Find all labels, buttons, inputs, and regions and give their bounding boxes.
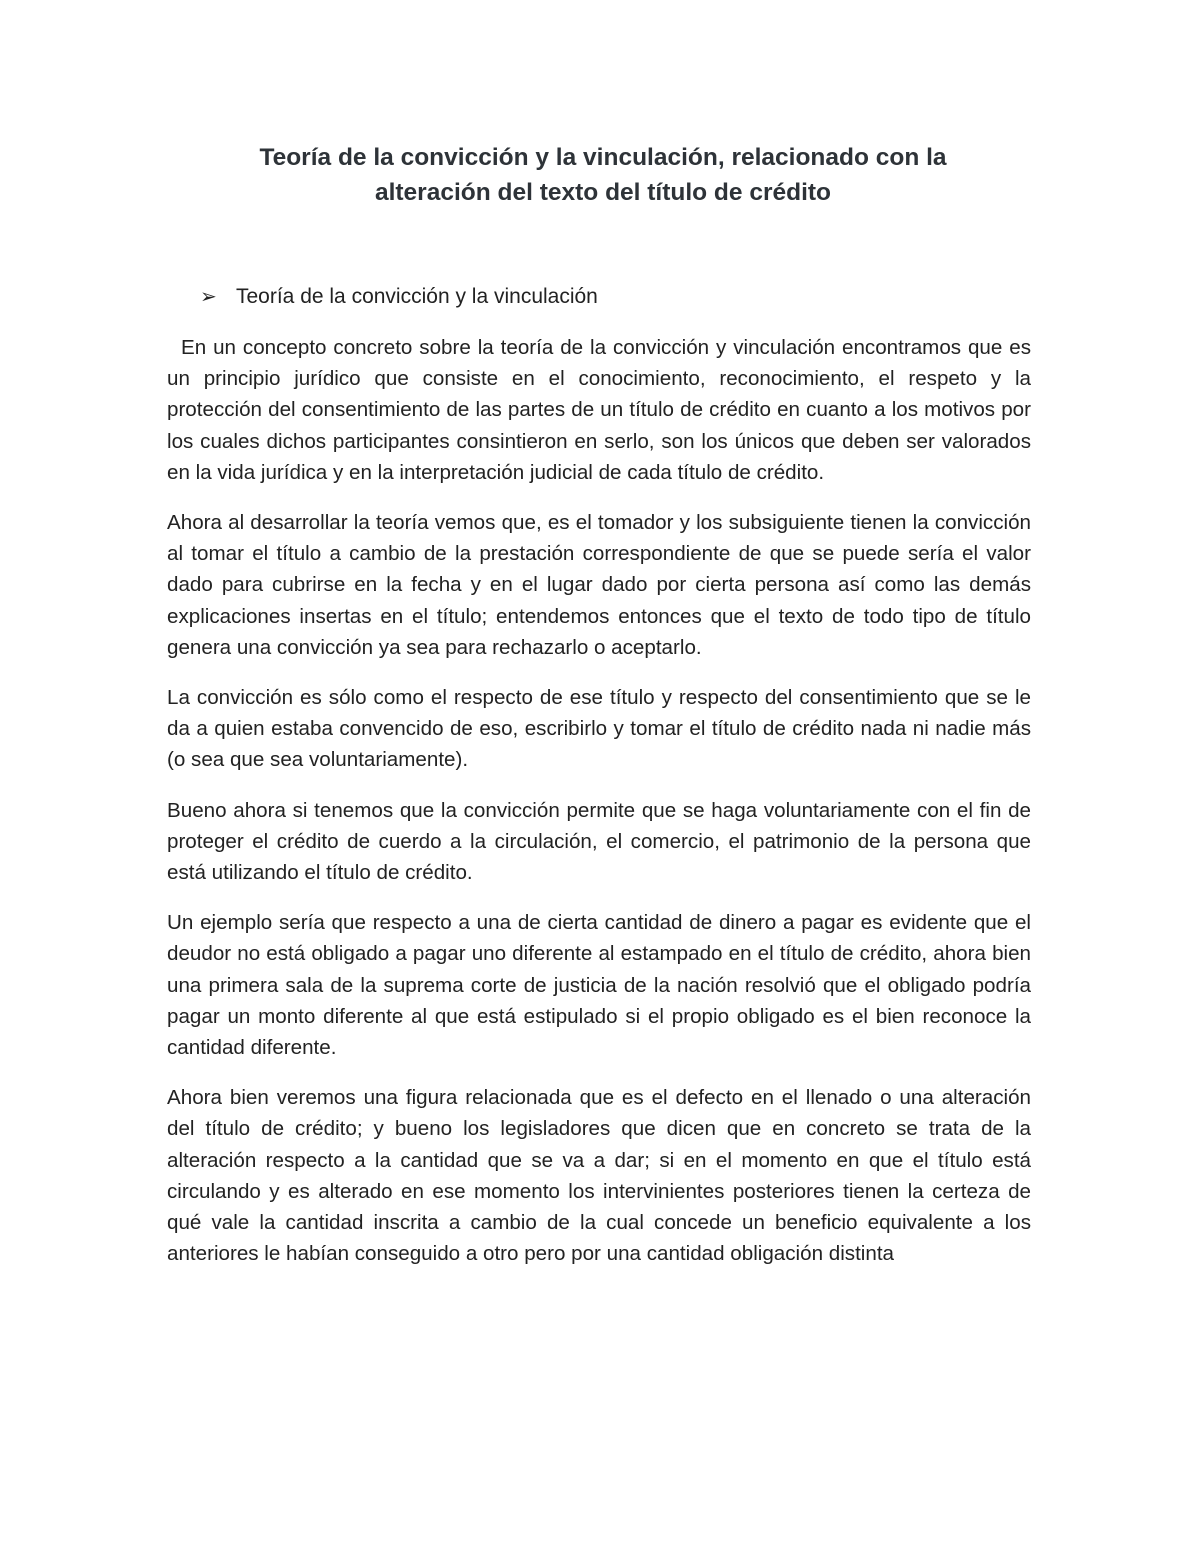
paragraph-6: Ahora bien veremos una figura relacionada que es el defecto en el llenado o una alteración del título de crédito; y bueno los legisladores que dicen que en concreto se trata de la alteración respecto a la cantidad que se va a dar; si en el momento en que el título está circulando y es alterado en ese momento los intervinientes posteriores tienen la certeza de qué vale la cantidad inscrita a cambio de la cual concede un beneficio equivalente a los anteriores le habían conseguido a otro pero por una cantidad obligación distinta: [167, 1086, 1031, 1266]
arrowhead-bullet-icon: ➢: [200, 286, 217, 308]
paragraph-1: En un concepto concreto sobre la teoría de la convicción y vinculación encontramos que es un principio jurídico que consiste en el conocimiento, reconocimiento, el respeto y la protección del consentimiento de las partes de un título de crédito en cuanto a los motivos por los cuales dichos participantes consintieron en serlo, son los únicos que deben ser valorados en la vida jurídica y en la interpretación judicial de cada título de crédito.: [167, 336, 1031, 484]
paragraph-3: La convicción es sólo como el respecto de ese título y respecto del consentimiento que se le da a quien estaba convencido de eso, escribirlo y tomar el título de crédito nada ni nadie más (o sea que sea voluntariamente).: [167, 686, 1031, 772]
paragraph-4: Bueno ahora si tenemos que la convicción permite que se haga voluntariamente con el fin de proteger el crédito de cuerdo a la circulación, el comercio, el patrimonio de la persona que está utilizando el título de crédito.: [167, 798, 1031, 885]
section-heading-text: Teoría de la convicción y la vinculación: [236, 285, 598, 308]
document-title: [150, 140, 1056, 210]
paragraph-2: Ahora al desarrollar la teoría vemos que, es el tomador y los subsiguiente tienen la convicción al tomar el título a cambio de la prestación correspondiente de que se puede sería el valor dado para cubrirse en la fecha y en el lugar dado por cierta persona así como las demás explicaciones insertas en el título; entendemos entonces que el texto de todo tipo de título genera una convicción ya sea para rechazarlo o aceptarlo.: [167, 511, 1031, 659]
document-title-line-2: alteración del texto del título de crédito: [374, 179, 832, 206]
section-heading-bullet: [200, 282, 598, 312]
paragraph-5: Un ejemplo sería que respecto a una de cierta cantidad de dinero a pagar es evidente que el deudor no está obligado a pagar uno diferente al estampado en el título de crédito, ahora bien una primera sala de la suprema corte de justicia de la nación resolvió que el obligado podría pagar un monto diferente al que está estipulado si el propio obligado es el bien reconoce la cantidad diferente.: [167, 911, 1031, 1060]
document-title-line-1: Teoría de la convicción y la vinculación, relacionado con la: [259, 144, 947, 171]
document-body: [167, 332, 1031, 1288]
